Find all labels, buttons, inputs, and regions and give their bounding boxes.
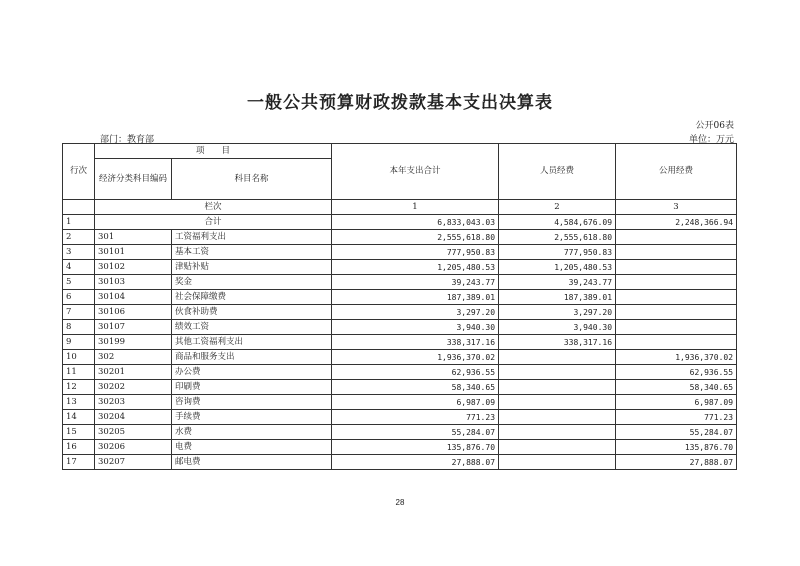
econ-code-cell: 30107 [95, 320, 172, 335]
row-number-cell: 15 [63, 425, 95, 440]
row-number-cell: 17 [63, 455, 95, 470]
total-cell: 187,389.01 [332, 290, 499, 305]
econ-code-cell: 30203 [95, 395, 172, 410]
table-row [63, 320, 737, 335]
total-cell: 55,284.07 [332, 425, 499, 440]
table-row [63, 275, 737, 290]
subject-name-cell: 基本工资 [172, 245, 332, 260]
public-cell [616, 335, 737, 350]
econ-code-cell: 30201 [95, 365, 172, 380]
public-cell: 1,936,370.02 [616, 350, 737, 365]
row-number-cell: 1 [63, 215, 95, 230]
total-cell: 1,205,480.53 [332, 260, 499, 275]
row-number-cell: 16 [63, 440, 95, 455]
row-number-cell: 12 [63, 380, 95, 395]
personnel-cell: 338,317.16 [499, 335, 616, 350]
department-label: 部门：教育部 [100, 135, 155, 145]
subject-name-cell: 工资福利支出 [172, 230, 332, 245]
column-number-2: 2 [499, 200, 616, 215]
row-number-cell: 10 [63, 350, 95, 365]
row-number-cell: 7 [63, 305, 95, 320]
column-number-3: 3 [616, 200, 737, 215]
personnel-cell [499, 395, 616, 410]
public-cell: 135,876.70 [616, 440, 737, 455]
econ-code-cell: 30103 [95, 275, 172, 290]
total-cell: 777,950.83 [332, 245, 499, 260]
econ-code-cell: 30101 [95, 245, 172, 260]
page-number: 28 [395, 498, 405, 507]
column-number-1: 1 [332, 200, 499, 215]
header-personnel: 人员经费 [499, 144, 616, 200]
table-row [63, 215, 737, 230]
public-cell: 771.23 [616, 410, 737, 425]
subject-name-cell: 合计 [95, 215, 332, 230]
table-row [63, 455, 737, 470]
table-row [63, 230, 737, 245]
table-row [63, 335, 737, 350]
econ-code-cell: 30206 [95, 440, 172, 455]
row-number-cell: 14 [63, 410, 95, 425]
public-cell: 2,248,366.94 [616, 215, 737, 230]
subject-name-cell: 商品和服务支出 [172, 350, 332, 365]
total-cell: 3,940.30 [332, 320, 499, 335]
subject-name-cell: 邮电费 [172, 455, 332, 470]
table-row [63, 305, 737, 320]
table-row [63, 410, 737, 425]
personnel-cell [499, 425, 616, 440]
econ-code-cell: 302 [95, 350, 172, 365]
econ-code-cell: 30104 [95, 290, 172, 305]
subject-name-cell: 电费 [172, 440, 332, 455]
public-cell [616, 275, 737, 290]
personnel-cell [499, 440, 616, 455]
personnel-cell: 777,950.83 [499, 245, 616, 260]
table-row [63, 350, 737, 365]
total-cell: 39,243.77 [332, 275, 499, 290]
row-number-cell: 5 [63, 275, 95, 290]
subject-name-cell: 手续费 [172, 410, 332, 425]
econ-code-cell: 30202 [95, 380, 172, 395]
public-cell: 58,340.65 [616, 380, 737, 395]
public-cell [616, 320, 737, 335]
subject-name-cell: 绩效工资 [172, 320, 332, 335]
form-number: 公开06表 [695, 121, 734, 131]
row-number-cell: 9 [63, 335, 95, 350]
row-number-cell: 6 [63, 290, 95, 305]
public-cell [616, 290, 737, 305]
subject-name-cell: 其他工资福利支出 [172, 335, 332, 350]
subject-name-cell: 奖金 [172, 275, 332, 290]
public-cell: 62,936.55 [616, 365, 737, 380]
header-row [63, 144, 737, 159]
header-item: 项 目 [95, 144, 332, 159]
econ-code-cell: 30207 [95, 455, 172, 470]
subject-name-cell: 社会保障缴费 [172, 290, 332, 305]
subject-name-cell: 伙食补助费 [172, 305, 332, 320]
total-cell: 6,833,043.03 [332, 215, 499, 230]
total-cell: 135,876.70 [332, 440, 499, 455]
row-number-cell: 13 [63, 395, 95, 410]
table-row [63, 260, 737, 275]
table-row [63, 290, 737, 305]
table-row [63, 365, 737, 380]
public-cell [616, 230, 737, 245]
public-cell [616, 245, 737, 260]
header-total: 本年支出合计 [332, 144, 499, 200]
public-cell: 6,987.09 [616, 395, 737, 410]
row-number-cell: 8 [63, 320, 95, 335]
personnel-cell [499, 410, 616, 425]
subject-name-cell: 水费 [172, 425, 332, 440]
econ-code-cell: 30204 [95, 410, 172, 425]
subject-name-cell: 印刷费 [172, 380, 332, 395]
total-cell: 1,936,370.02 [332, 350, 499, 365]
row-number-cell: 4 [63, 260, 95, 275]
header-column-no: 栏次 [95, 200, 332, 215]
table-row [63, 425, 737, 440]
total-cell: 27,888.07 [332, 455, 499, 470]
personnel-cell: 4,584,676.09 [499, 215, 616, 230]
table-row [63, 440, 737, 455]
header-public: 公用经费 [616, 144, 737, 200]
total-cell: 2,555,618.80 [332, 230, 499, 245]
personnel-cell [499, 380, 616, 395]
total-cell: 338,317.16 [332, 335, 499, 350]
page-title: 一般公共预算财政拨款基本支出决算表 [247, 93, 553, 113]
table-row [63, 395, 737, 410]
header-row-no: 行次 [63, 144, 95, 200]
total-cell: 58,340.65 [332, 380, 499, 395]
total-cell: 771.23 [332, 410, 499, 425]
subject-name-cell: 津贴补贴 [172, 260, 332, 275]
column-number-row [63, 200, 737, 215]
table-row [63, 380, 737, 395]
personnel-cell [499, 365, 616, 380]
header-econ-code: 经济分类科目编码 [95, 159, 172, 200]
total-cell: 3,297.20 [332, 305, 499, 320]
econ-code-cell: 30106 [95, 305, 172, 320]
total-cell: 6,987.09 [332, 395, 499, 410]
personnel-cell [499, 455, 616, 470]
expenditure-table [62, 143, 737, 470]
personnel-cell: 1,205,480.53 [499, 260, 616, 275]
subject-name-cell: 办公费 [172, 365, 332, 380]
subject-name-cell: 咨询费 [172, 395, 332, 410]
public-cell [616, 305, 737, 320]
personnel-cell: 3,297.20 [499, 305, 616, 320]
header-subject-name: 科目名称 [172, 159, 332, 200]
econ-code-cell: 30199 [95, 335, 172, 350]
public-cell [616, 260, 737, 275]
personnel-cell: 2,555,618.80 [499, 230, 616, 245]
econ-code-cell: 301 [95, 230, 172, 245]
personnel-cell: 187,389.01 [499, 290, 616, 305]
row-number-cell: 3 [63, 245, 95, 260]
total-cell: 62,936.55 [332, 365, 499, 380]
unit-label: 单位：万元 [688, 135, 734, 145]
table-row [63, 245, 737, 260]
econ-code-cell: 30102 [95, 260, 172, 275]
row-number-cell: 11 [63, 365, 95, 380]
public-cell: 27,888.07 [616, 455, 737, 470]
personnel-cell [499, 350, 616, 365]
personnel-cell: 3,940.30 [499, 320, 616, 335]
row-number-cell: 2 [63, 230, 95, 245]
personnel-cell: 39,243.77 [499, 275, 616, 290]
public-cell: 55,284.07 [616, 425, 737, 440]
econ-code-cell: 30205 [95, 425, 172, 440]
